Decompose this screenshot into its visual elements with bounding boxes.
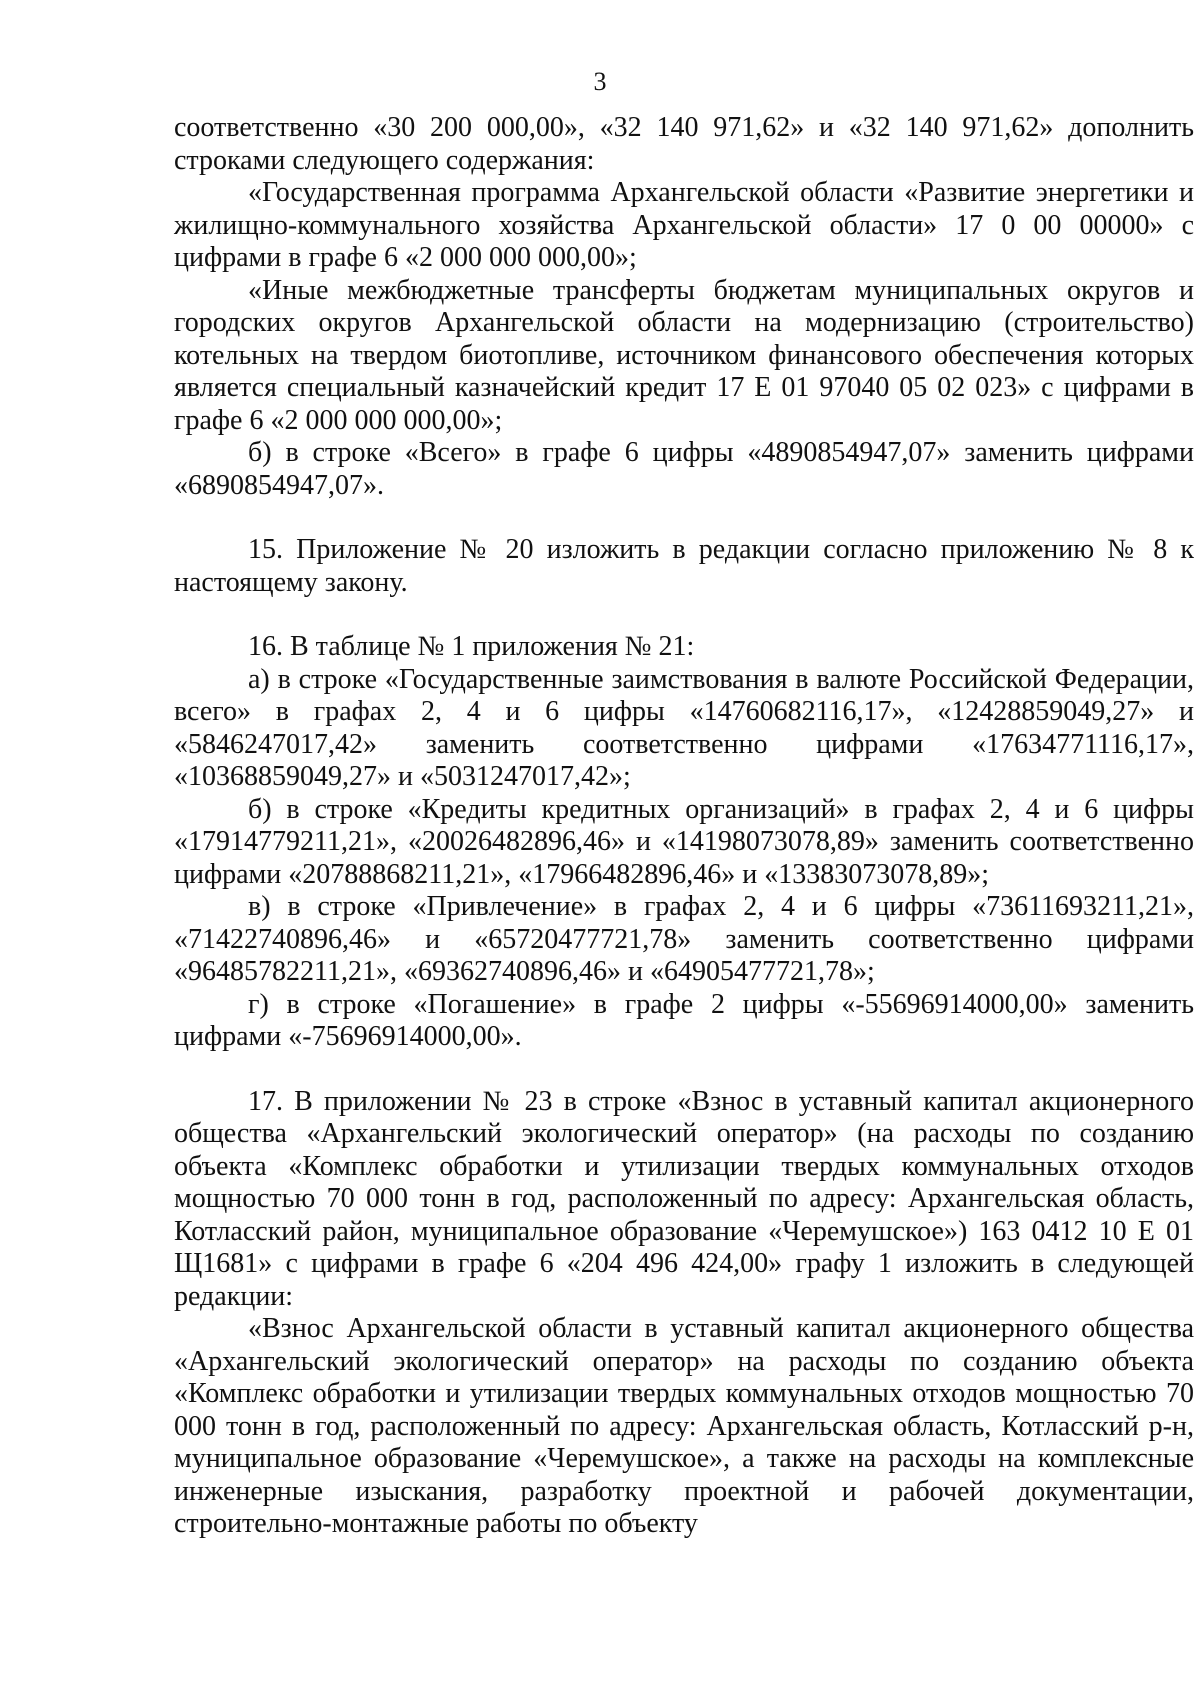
paragraph-amendment-continuation: соответственно «30 200 000,00», «32 140 971,62» и «32 140 971,62» дополнить строками следующего содержания: — [174, 112, 1194, 176]
paragraph-item-17: 17. В приложении № 23 в строке «Взнос в уставный капитал акционерного общества «Архангельский экологический оператор» (на расходы по созданию объекта «Комплекс обработки и утилизации твердых коммунальных отходов мощностью 70 000 тонн в год, расположенный по адресу: Архангельская область, Котласский район, муниципальное образование «Черемушское») 163 0412 10 Е 01 Щ1681» с цифрами в графе 6 «204 496 424,00» графу 1 изложить в следующей редакции: — [174, 1085, 1194, 1312]
paragraph-item-16-b: б) в строке «Кредиты кредитных организаций» в графах 2, 4 и 6 цифры «17914779211,21», «20026482896,46» и «14198073078,89» заменить соответственно цифрами «20788868211,21», «17966482896,46» и «13383073078,89»; — [174, 793, 1194, 890]
paragraph-item-16: 16. В таблице № 1 приложения № 21: — [248, 631, 695, 662]
paragraph-item-15: 15. Приложение № 20 изложить в редакции согласно приложению № 8 к настоящему закону. — [174, 534, 1194, 598]
paragraph-item-16-g: г) в строке «Погашение» в графе 2 цифры «-55696914000,00» заменить цифрами «-75696914000,00». — [174, 988, 1194, 1052]
paragraph-item-16-v: в) в строке «Привлечение» в графах 2, 4 и 6 цифры «73611693211,21», «71422740896,46» и «65720477721,78» заменить соответственно цифрами «96485782211,21», «69362740896,46» и «64905477721,78»; — [174, 891, 1194, 987]
paragraph-interbudget-transfers: «Иные межбюджетные трансферты бюджетам муниципальных округов и городских округов Архангельской области на модернизацию (строительство) котельных на твердом биотопливе, источником финансового обеспечения которых является специальный казначейский кредит 17 Е 01 97040 05 02 023» с цифрами в графе 6 «2 000 000 000,00»; — [174, 274, 1194, 436]
paragraph-item-17-new-wording: «Взнос Архангельской области в уставный капитал акционерного общества «Архангельский экологический оператор» на расходы по созданию объекта «Комплекс обработки и утилизации твердых коммунальных отходов мощностью 70 000 тонн в год, расположенный по адресу: Архангельская область, Котласский р-н, муниципальное образование «Черемушское», а также на расходы на комплексные инженерные изыскания, разработку проектной и рабочей документации, строительно-монтажные работы по объекту — [174, 1313, 1194, 1539]
paragraph-state-program-energy: «Государственная программа Архангельской области «Развитие энергетики и жилищно-коммунального хозяйства Архангельской области» 17 0 00 00000» с цифрами в графе 6 «2 000 000 000,00»; — [174, 177, 1194, 273]
paragraph-total-row: б) в строке «Всего» в графе 6 цифры «4890854947,07» заменить цифрами «6890854947,07». — [174, 437, 1194, 501]
document-body — [174, 112, 1194, 1541]
page-number: 3 — [593, 67, 607, 96]
paragraph-item-16-a: а) в строке «Государственные заимствования в валюте Российской Федерации, всего» в графах 2, 4 и 6 цифры «14760682116,17», «12428859049,27» и «5846247017,42» заменить соответственно цифрами «17634771116,17», «10368859049,27» и «5031247017,42»; — [174, 663, 1194, 792]
